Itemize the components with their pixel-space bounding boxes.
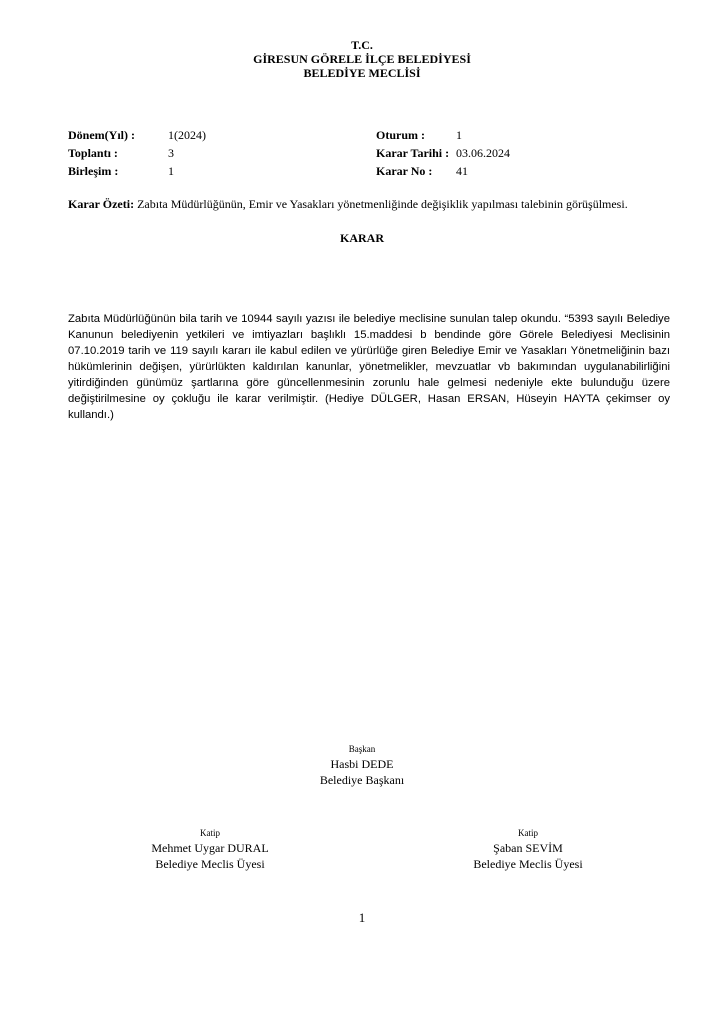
signature-name: Mehmet Uygar DURAL (151, 841, 269, 855)
karar-no-label: Karar No : (376, 164, 433, 178)
meta-row (68, 126, 668, 144)
signature-role: Katip (518, 828, 538, 838)
meeting-meta (68, 126, 668, 180)
signature-title: Belediye Meclis Üyesi (155, 857, 265, 871)
signature-title: Belediye Meclis Üyesi (473, 857, 583, 871)
oturum-value: 1 (456, 128, 462, 142)
donem-label: Dönem(Yıl) : (68, 128, 135, 142)
header-council: BELEDİYE MECLİSİ (303, 66, 421, 80)
header-tc: T.C. (351, 38, 373, 52)
decision-body: Zabıta Müdürlüğünün bila tarih ve 10944 sayılı yazısı ile belediye meclisine sunulan talep okundu. “5393 sayılı Belediye Kanunun belediyenin yetkileri ve imtiyazları başlıklı 15.maddesi b bendinde göre Görele Belediyesi Meclisinin 07.10.2019 tarih ve 119 sayılı kararı ile kabul edilen ve yürürlüğe giren Belediye Emir ve Yasakları Yönetmeliğinin bazı hükümlerinin değişen, yürürlükten kaldırılan kanunlar, yönetmelikler, mevzuatlar vb bakımından uygulanabilirliğini yitirdiğinden günümüz şartlarına göre güncellenmesinin zorunlu hale gelmesi nedeniyle ekte bulunduğu üzere değiştirilmesine oy çokluğu ile karar verilmiştir. (Hediye DÜLGER, Hasan ERSAN, Hüseyin HAYTA çekimser oy kullandı.) (68, 313, 670, 421)
birlesim-value: 1 (168, 164, 174, 178)
header-municipality: GİRESUN GÖRELE İLÇE BELEDİYESİ (253, 52, 471, 66)
toplanti-value: 3 (168, 146, 174, 160)
signature-title: Belediye Başkanı (319, 773, 405, 787)
summary-label: Karar Özeti: (68, 197, 135, 211)
toplanti-label: Toplantı : (68, 146, 118, 160)
decision-title: KARAR (340, 231, 384, 245)
decision-summary (68, 196, 668, 212)
karar-tarihi-value: 03.06.2024 (456, 146, 510, 160)
page-number: 1 (358, 910, 366, 925)
donem-value: 1(2024) (168, 128, 206, 142)
signature-katip-2 (428, 826, 628, 872)
meta-row (68, 144, 668, 162)
meta-row (68, 162, 668, 180)
karar-no-value: 41 (456, 164, 468, 178)
signature-role: Başkan (348, 744, 376, 754)
signature-role: Katip (200, 828, 220, 838)
karar-tarihi-label: Karar Tarihi : (376, 146, 450, 160)
signature-name: Hasbi DEDE (330, 757, 394, 771)
document-header (0, 38, 724, 80)
signature-katip-1 (110, 826, 310, 872)
summary-text: Zabıta Müdürlüğünün, Emir ve Yasakları yönetmenliğinde değişiklik yapılması talebinin görüşülmesi. (134, 197, 628, 211)
signature-name: Şaban SEVİM (493, 841, 563, 855)
oturum-label: Oturum : (376, 128, 425, 142)
birlesim-label: Birleşim : (68, 164, 119, 178)
signature-baskan (262, 742, 462, 788)
